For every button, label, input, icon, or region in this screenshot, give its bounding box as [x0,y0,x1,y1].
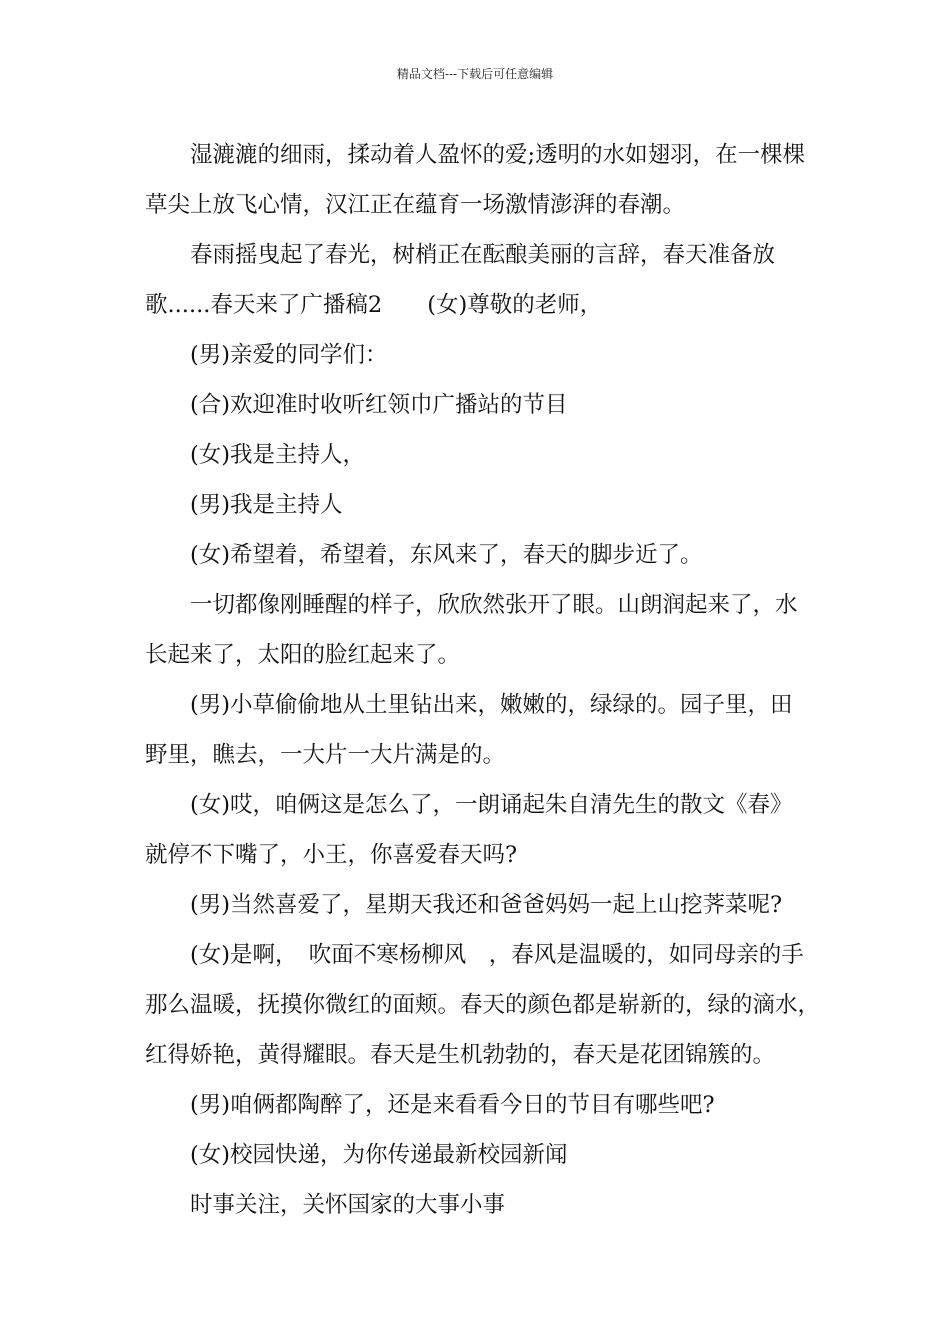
text-line: 一切都像刚睡醒的样子，欣欣然张开了眼。山朗润起来了，水 [190,592,798,618]
text-line: 野里，瞧去，一大片一大片满是的。 [145,742,506,768]
text-line: 草尖上放飞心情，汉江正在蕴育一场激情澎湃的春潮。 [145,192,686,218]
page-header: 精品文档---下载后可任意编辑 [396,67,554,81]
text-line: (男)亲爱的同学们： [190,342,388,368]
text-line: (男)咱俩都陶醉了，还是来看看今日的节目有哪些吧? [190,1092,715,1118]
text-line: 歌......春天来了广播稿2 (女)尊敬的老师， [145,292,603,318]
text-line: 红得娇艳，黄得耀眼。春天是生机勃勃的，春天是花团锦簇的。 [145,1042,776,1068]
document-body [145,130,825,1230]
text-line: (男)小草偷偷地从土里钻出来，嫩嫩的，绿绿的。园子里，田 [190,692,793,718]
text-line: 湿漉漉的细雨，揉动着人盈怀的爱;透明的水如翅羽，在一棵棵 [190,142,806,168]
text-line: (女)是啊， 吹面不寒杨柳风 ，春风是温暖的，如同母亲的手 [190,942,804,968]
text-line: 那么温暖，抚摸你微红的面颊。春天的颜色都是崭新的，绿的滴水， [145,992,821,1018]
text-line: 时事关注，关怀国家的大事小事 [190,1192,506,1218]
text-line: (合)欢迎准时收听红领巾广播站的节目 [190,392,568,418]
text-line: 就停不下嘴了，小王，你喜爱春天吗? [145,842,518,868]
text-line: (女)我是主持人， [190,442,366,468]
text-line: 长起来了，太阳的脸红起来了。 [145,642,461,668]
text-line: (女)校园快递，为你传递最新校园新闻 [190,1142,568,1168]
text-line: (女)哎，咱俩这是怎么了，一朗诵起朱自清先生的散文《春》 [190,792,793,818]
text-line: 春雨摇曳起了春光，树梢正在酝酿美丽的言辞，春天准备放 [190,242,776,268]
text-line: (男)我是主持人 [190,492,343,518]
text-line: (女)希望着，希望着，东风来了，春天的脚步近了。 [190,542,703,568]
text-line: (男)当然喜爱了，星期天我还和爸爸妈妈一起上山挖荠菜呢? [190,892,783,918]
